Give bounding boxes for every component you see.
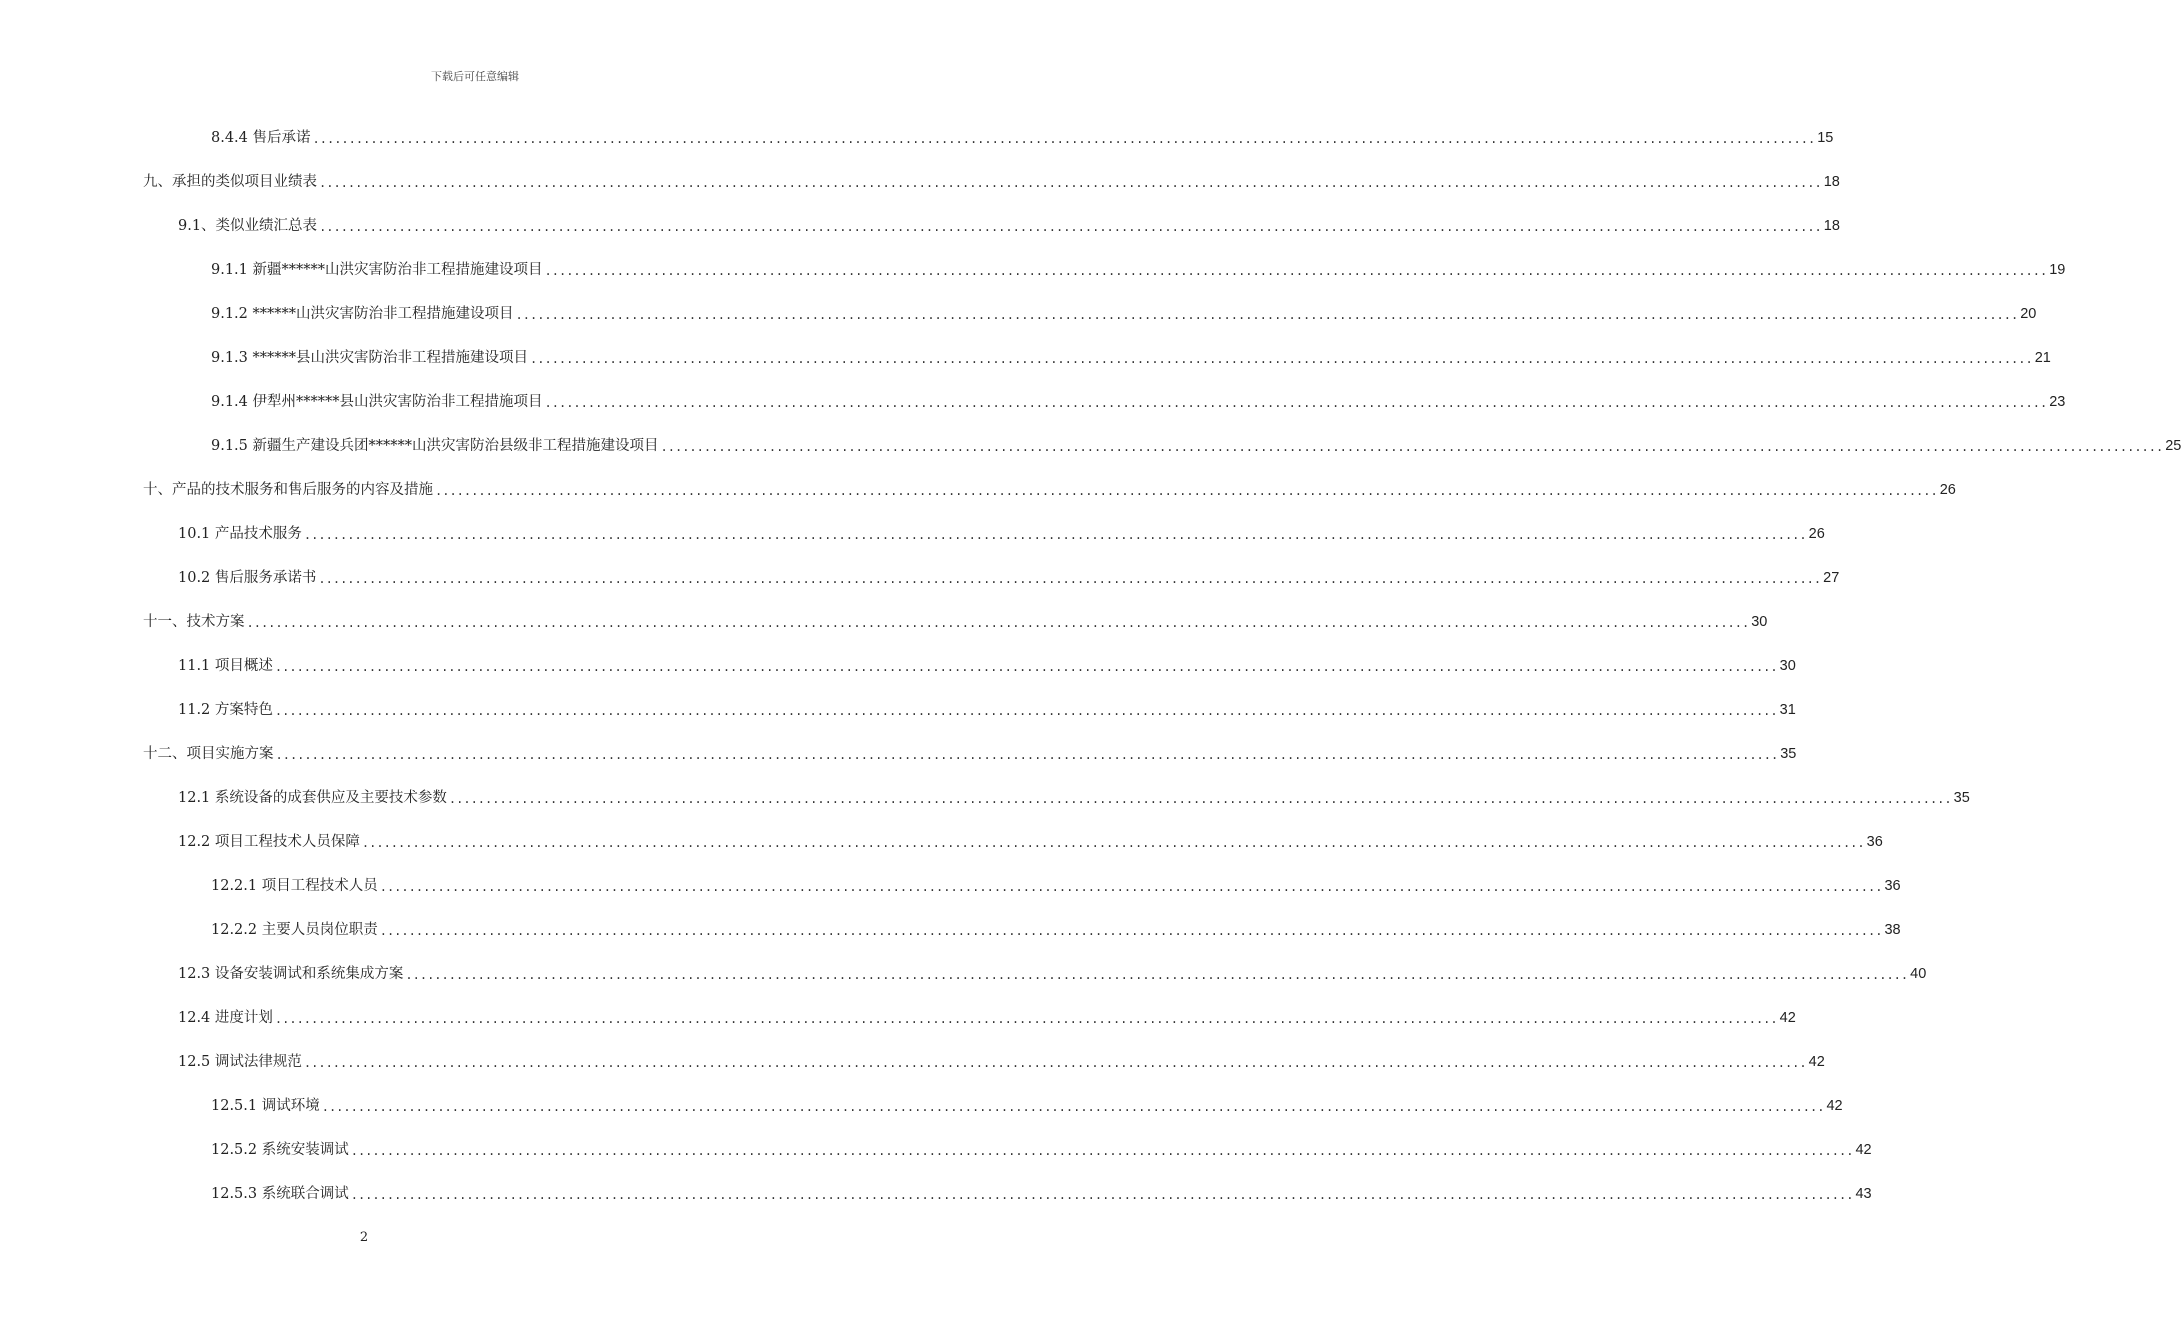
page-header: 下载后可任意编辑 <box>431 70 519 83</box>
toc-leader-dots: ................................................................................................................................................................................................................ <box>274 1012 1778 1026</box>
toc-entry-label: 12.5.3 系统联合调试 <box>211 1186 349 1202</box>
toc-entry-page: 36 <box>1884 878 1901 894</box>
toc-leader-dots: ................................................................................................................................................................................................................ <box>379 880 1883 894</box>
toc-entry-label: 10.2 售后服务承诺书 <box>178 570 317 586</box>
toc-leader-dots: ................................................................................................................................................................................................................ <box>350 1188 1854 1202</box>
toc-leader-dots: ................................................................................................................................................................................................................ <box>303 1056 1807 1070</box>
toc-leader-dots: ................................................................................................................................................................................................................ <box>435 484 1938 498</box>
toc-entry[interactable] <box>178 786 1970 808</box>
toc-entry-label: 9.1.3 ******县山洪灾害防治非工程措施建设项目 <box>211 350 529 366</box>
toc-entry-label: 12.5.1 调试环境 <box>211 1098 320 1114</box>
toc-leader-dots: ................................................................................................................................................................................................................ <box>275 748 1779 762</box>
toc-entry-page: 42 <box>1779 1010 1796 1026</box>
toc-entry-page: 19 <box>2049 262 2066 278</box>
toc-entry-page: 42 <box>1855 1142 1872 1158</box>
toc-entry-label: 9.1.1 新疆******山洪灾害防治非工程措施建设项目 <box>211 262 543 278</box>
toc-entry[interactable] <box>211 1138 1872 1160</box>
toc-entry[interactable] <box>211 258 2066 280</box>
toc-entry-label: 12.2 项目工程技术人员保障 <box>178 834 360 850</box>
toc-entry[interactable] <box>178 654 1796 676</box>
toc-entry-page: 18 <box>1823 218 1840 234</box>
toc-entry-label: 11.2 方案特色 <box>178 702 273 718</box>
toc-entry-page: 26 <box>1939 482 1956 498</box>
toc-leader-dots: ................................................................................................................................................................................................................ <box>321 1100 1825 1114</box>
toc-entry-page: 42 <box>1808 1054 1825 1070</box>
toc-entry-page: 35 <box>1953 790 1970 806</box>
toc-leader-dots: ................................................................................................................................................................................................................ <box>544 396 2048 410</box>
toc-entry-label: 12.2.1 项目工程技术人员 <box>211 878 378 894</box>
toc-entry[interactable] <box>211 346 2051 368</box>
toc-leader-dots: ................................................................................................................................................................................................................ <box>660 440 2164 454</box>
toc-entry[interactable] <box>178 1050 1825 1072</box>
toc-entry-label: 10.1 产品技术服务 <box>178 526 302 542</box>
toc-leader-dots: ................................................................................................................................................................................................................ <box>515 308 2019 322</box>
toc-leader-dots: ................................................................................................................................................................................................................ <box>274 660 1778 674</box>
toc-entry[interactable] <box>178 566 1840 588</box>
toc-entry-page: 30 <box>1751 614 1768 630</box>
toc-leader-dots: ................................................................................................................................................................................................................ <box>319 220 1822 234</box>
toc-leader-dots: ................................................................................................................................................................................................................ <box>319 176 1822 190</box>
toc-entry-label: 9.1、类似业绩汇总表 <box>178 218 318 234</box>
toc-entry-page: 43 <box>1855 1186 1872 1202</box>
toc-entry[interactable] <box>178 830 1883 852</box>
toc-entry-label: 十一、技术方案 <box>143 614 245 630</box>
toc-leader-dots: ................................................................................................................................................................................................................ <box>379 924 1883 938</box>
toc-leader-dots: ................................................................................................................................................................................................................ <box>544 264 2048 278</box>
toc-entry-page: 21 <box>2034 350 2051 366</box>
toc-entry-label: 12.1 系统设备的成套供应及主要技术参数 <box>178 790 447 806</box>
toc-entry-page: 25 <box>2165 438 2181 454</box>
toc-entry[interactable] <box>178 1006 1796 1028</box>
toc-entry-page: 42 <box>1826 1098 1843 1114</box>
toc-entry[interactable] <box>143 170 1840 192</box>
toc-leader-dots: ................................................................................................................................................................................................................ <box>530 352 2033 366</box>
toc-entry-page: 15 <box>1817 130 1834 146</box>
toc-entry-page: 18 <box>1823 174 1840 190</box>
toc-entry[interactable] <box>211 918 1901 940</box>
toc-entry-page: 40 <box>1910 966 1927 982</box>
toc-entry[interactable] <box>178 962 1927 984</box>
toc-entry[interactable] <box>143 742 1797 764</box>
toc-entry[interactable] <box>211 434 2181 456</box>
toc-entry[interactable] <box>178 214 1840 236</box>
toc-entry-page: 38 <box>1884 922 1901 938</box>
toc-entry-label: 9.1.4 伊犁州******县山洪灾害防治非工程措施项目 <box>211 394 543 410</box>
toc-leader-dots: ................................................................................................................................................................................................................ <box>312 132 1816 146</box>
toc-entry-page: 30 <box>1779 658 1796 674</box>
toc-entry-label: 十、产品的技术服务和售后服务的内容及措施 <box>143 482 433 498</box>
toc-entry[interactable] <box>178 522 1825 544</box>
toc-entry-label: 8.4.4 售后承诺 <box>211 130 311 146</box>
toc-entry-label: 11.1 项目概述 <box>178 658 273 674</box>
toc-leader-dots: ................................................................................................................................................................................................................ <box>246 616 1750 630</box>
toc-leader-dots: ................................................................................................................................................................................................................ <box>274 704 1778 718</box>
toc-entry-page: 23 <box>2049 394 2066 410</box>
toc-entry-label: 十二、项目实施方案 <box>143 746 274 762</box>
toc-leader-dots: ................................................................................................................................................................................................................ <box>303 528 1807 542</box>
toc-entry-label: 12.5 调试法律规范 <box>178 1054 302 1070</box>
toc-entry[interactable] <box>211 1094 1843 1116</box>
toc-entry-page: 26 <box>1808 526 1825 542</box>
toc-entry-label: 12.2.2 主要人员岗位职责 <box>211 922 378 938</box>
toc-leader-dots: ................................................................................................................................................................................................................ <box>405 968 1909 982</box>
toc-entry-page: 31 <box>1779 702 1796 718</box>
toc-entry[interactable] <box>211 874 1901 896</box>
toc-entry-label: 9.1.2 ******山洪灾害防治非工程措施建设项目 <box>211 306 514 322</box>
toc-entry-page: 20 <box>2020 306 2037 322</box>
toc-leader-dots: ................................................................................................................................................................................................................ <box>448 792 1952 806</box>
toc-entry-label: 12.5.2 系统安装调试 <box>211 1142 349 1158</box>
toc-entry[interactable] <box>211 390 2066 412</box>
toc-leader-dots: ................................................................................................................................................................................................................ <box>361 836 1865 850</box>
toc-entry[interactable] <box>178 698 1796 720</box>
toc-entry-label: 9.1.5 新疆生产建设兵团******山洪灾害防治县级非工程措施建设项目 <box>211 438 659 454</box>
toc-entry-label: 12.4 进度计划 <box>178 1010 273 1026</box>
toc-entry-page: 35 <box>1780 746 1797 762</box>
toc-entry-label: 12.3 设备安装调试和系统集成方案 <box>178 966 404 982</box>
toc-entry-page: 36 <box>1866 834 1883 850</box>
toc-entry-page: 27 <box>1823 570 1840 586</box>
toc-entry[interactable] <box>211 126 1834 148</box>
toc-entry[interactable] <box>211 302 2037 324</box>
toc-entry[interactable] <box>143 478 1956 500</box>
toc-leader-dots: ................................................................................................................................................................................................................ <box>350 1144 1854 1158</box>
toc-entry[interactable] <box>143 610 1768 632</box>
page-number: 2 <box>359 1230 369 1245</box>
toc-entry[interactable] <box>211 1182 1872 1204</box>
toc-leader-dots: ................................................................................................................................................................................................................ <box>318 572 1822 586</box>
toc-entry-label: 九、承担的类似项目业绩表 <box>143 174 317 190</box>
